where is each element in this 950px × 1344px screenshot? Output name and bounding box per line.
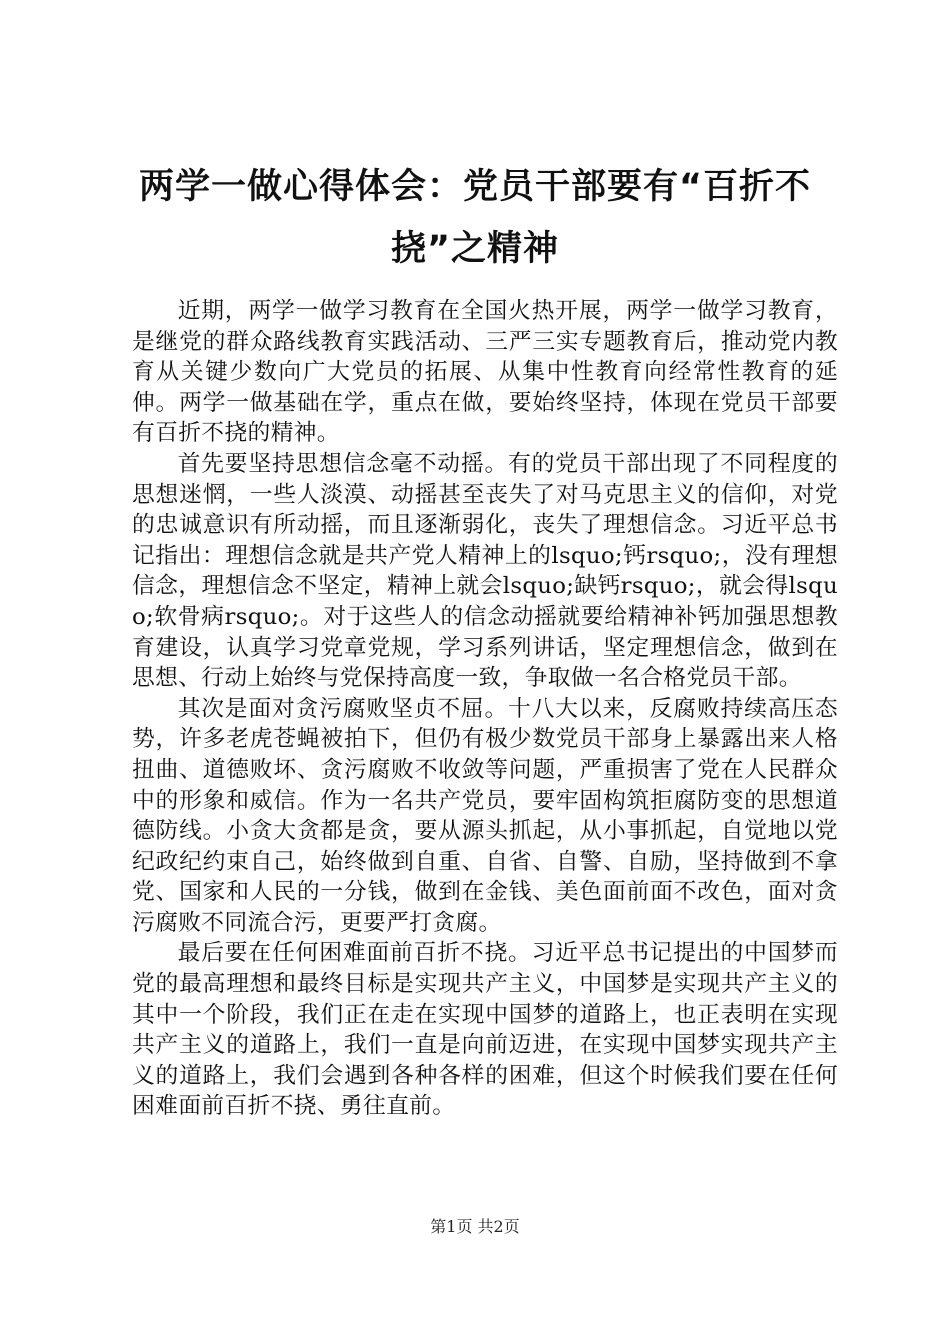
page-footer: 第1页 共2页: [430, 1217, 520, 1236]
paragraph-1: 近期，两学一做学习教育在全国火热开展，两学一做学习教育，是继党的群众路线教育实践活动、三严三实专题教育后，推动党内教育从关键少数向广大党员的拓展、从集中性教育向经常性教育的延伸。两学一做基础在学，重点在做，要始终坚持，体现在党员干部要有百折不挠的精神。: [132, 298, 838, 447]
paragraph-2: 首先要坚持思想信念毫不动摇。有的党员干部出现了不同程度的思想迷惘，一些人淡漠、动摇甚至丧失了对马克思主义的信仰，对党的忠诚意识有所动摇，而且逐渐弱化，丧失了理想信念。习近平总书记指出：理想信念就是共产党人精神上的lsquo;钙rsquo;，没有理想信念，理想信念不坚定，精神上就会lsquo;缺钙rsquo;，就会得lsquo;软骨病rsquo;。对于这些人的信念动摇就要给精神补钙加强思想教育建设，认真学习党章党规，学习系列讲话，坚定理想信念，做到在思想、行动上始终与党保持高度一致，争取做一名合格党员干部。: [132, 450, 838, 692]
paragraph-3: 其次是面对贪污腐败坚贞不屈。十八大以来，反腐败持续高压态势，许多老虎苍蝇被拍下，但仍有极少数党员干部身上暴露出来人格扭曲、道德败坏、贪污腐败不收敛等问题，严重损害了党在人民群众中的形象和威信。作为一名共产党员，要牢固构筑拒腐防变的思想道德防线。小贪大贪都是贪，要从源头抓起，从小事抓起，自觉地以党纪政纪约束自己，始终做到自重、自省、自警、自励，坚持做到不拿党、国家和人民的一分钱，做到在金钱、美色面前面不改色，面对贪污腐败不同流合污，更要严打贪腐。: [132, 695, 838, 936]
document-body: [132, 296, 838, 1122]
paragraph-4: 最后要在任何困难面前百折不挠。习近平总书记提出的中国梦而党的最高理想和最终目标是实现共产主义，中国梦是实现共产主义的其中一个阶段，我们正在走在实现中国梦的道路上，也正表明在实现共产主义的道路上，我们一直是向前迈进，在实现中国梦实现共产主义的道路上，我们会遇到各种各样的困难，但这个时候我们要在任何困难面前百折不挠、勇往直前。: [132, 940, 838, 1120]
document-title: 两学一做心得体会：党员干部要有“百折不挠”之精神: [138, 167, 811, 269]
